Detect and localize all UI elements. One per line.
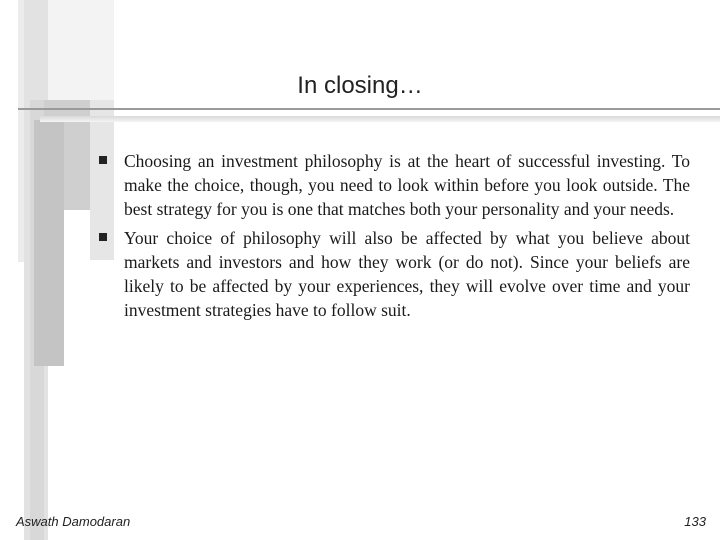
square-bullet-icon [99,233,107,241]
square-bullet-icon [99,156,107,164]
page-number: 133 [684,514,706,529]
slide-title: In closing… [297,72,423,99]
bullet-item [96,149,690,222]
footer-author: Aswath Damodaran [16,514,131,529]
bullet-item [96,226,690,323]
bullet-text: Your choice of philosophy will also be affected by what you believe about markets and investors and how they work (or do not). Since your beliefs are likely to be affected by your experiences, they will evolve over time and your investment strategies have to follow suit. [124,227,690,321]
title-divider [18,108,720,110]
decorative-bar [34,120,64,366]
bullet-list [96,149,690,326]
bullet-text: Choosing an investment philosophy is at the heart of successful investing. To make the choice, though, you need to look within before you look outside. The best strategy for you is one that matches both your personality and your needs. [124,151,690,220]
title-divider-shadow [40,116,720,122]
